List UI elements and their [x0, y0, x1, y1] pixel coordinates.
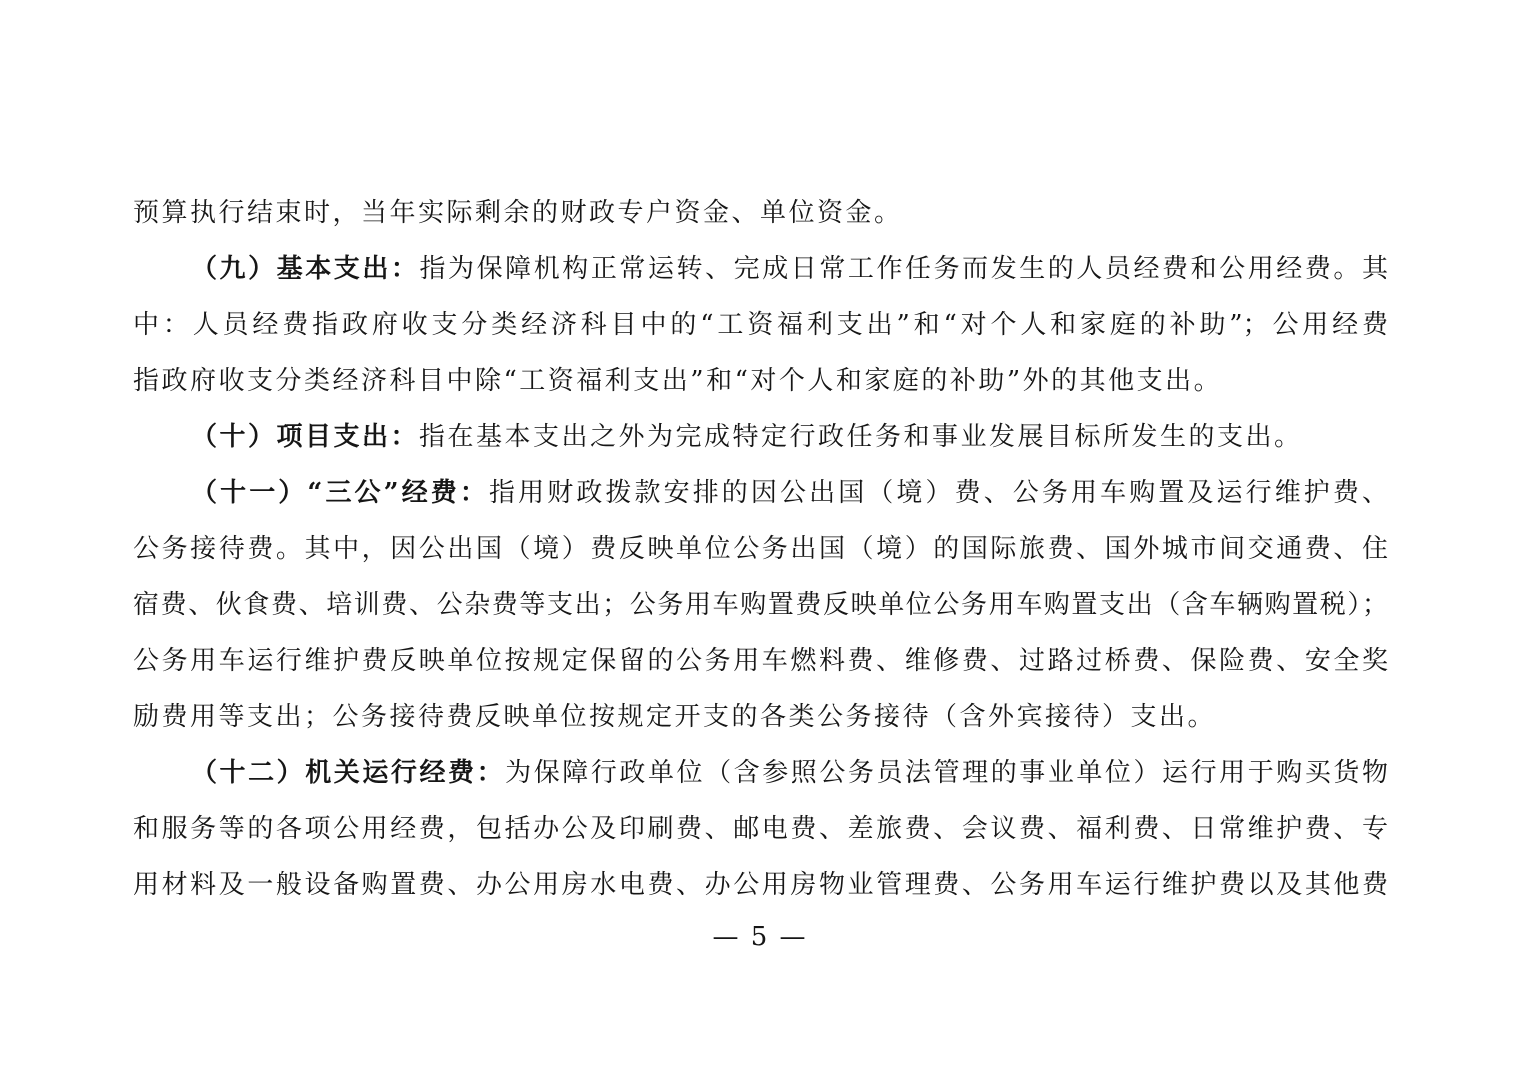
section-heading: （十）项目支出：: [191, 422, 420, 452]
paragraph-text: 公务接待费。其中，因公出国（境）费反映单位公务出国（境）的国际旅费、国外城市间交通费、住: [133, 534, 1388, 564]
text-line: [133, 521, 1388, 577]
page-number: — 5 —: [712, 922, 808, 952]
text-line: [133, 185, 1388, 241]
paragraph-text: 预算执行结束时，当年实际剩余的财政专户资金、单位资金。: [133, 198, 903, 228]
paragraph-text: 宿费、伙食费、培训费、公杂费等支出；公务用车购置费反映单位公务用车购置支出（含车辆购置税）；: [133, 590, 1388, 620]
text-line: [133, 801, 1388, 857]
text-line: [133, 633, 1388, 689]
section-heading: （十一）“三公”经费：: [191, 478, 490, 508]
text-line: [133, 745, 1388, 801]
section-heading: （九）基本支出：: [191, 254, 420, 284]
text-line: [133, 577, 1388, 633]
paragraph-text: 指政府收支分类经济科目中除“工资福利支出”和“对个人和家庭的补助”外的其他支出。: [133, 366, 1223, 396]
text-line: [133, 241, 1388, 297]
paragraph-text: 公务用车运行维护费反映单位按规定保留的公务用车燃料费、维修费、过路过桥费、保险费、安全奖: [133, 646, 1388, 676]
text-line: [133, 689, 1388, 745]
paragraph-text: 指在基本支出之外为完成特定行政任务和事业发展目标所发生的支出。: [419, 422, 1303, 452]
text-line: [133, 297, 1388, 353]
paragraph-text: 指为保障机构正常运转、完成日常工作任务而发生的人员经费和公用经费。其: [419, 254, 1388, 284]
paragraph-text: 指用财政拨款安排的因公出国（境）费、公务用车购置及运行维护费、: [489, 478, 1388, 508]
text-line: [133, 353, 1388, 409]
paragraph-text: 用材料及一般设备购置费、办公用房水电费、办公用房物业管理费、公务用车运行维护费以及其他费: [133, 870, 1388, 900]
section-heading: （十二）机关运行经费：: [191, 758, 506, 788]
paragraph-text: 为保障行政单位（含参照公务员法管理的事业单位）运行用于购买货物: [505, 758, 1388, 788]
paragraph-text: 和服务等的各项公用经费，包括办公及印刷费、邮电费、差旅费、会议费、福利费、日常维护费、专: [133, 814, 1388, 844]
paragraph-text: 中：人员经费指政府收支分类经济科目中的“工资福利支出”和“对个人和家庭的补助”；公用经费: [133, 310, 1388, 340]
text-line: [133, 857, 1388, 913]
text-line: [133, 409, 1388, 465]
paragraph-text: 励费用等支出；公务接待费反映单位按规定开支的各类公务接待（含外宾接待）支出。: [133, 702, 1217, 732]
body-text: [133, 185, 1388, 913]
text-line: [133, 465, 1388, 521]
